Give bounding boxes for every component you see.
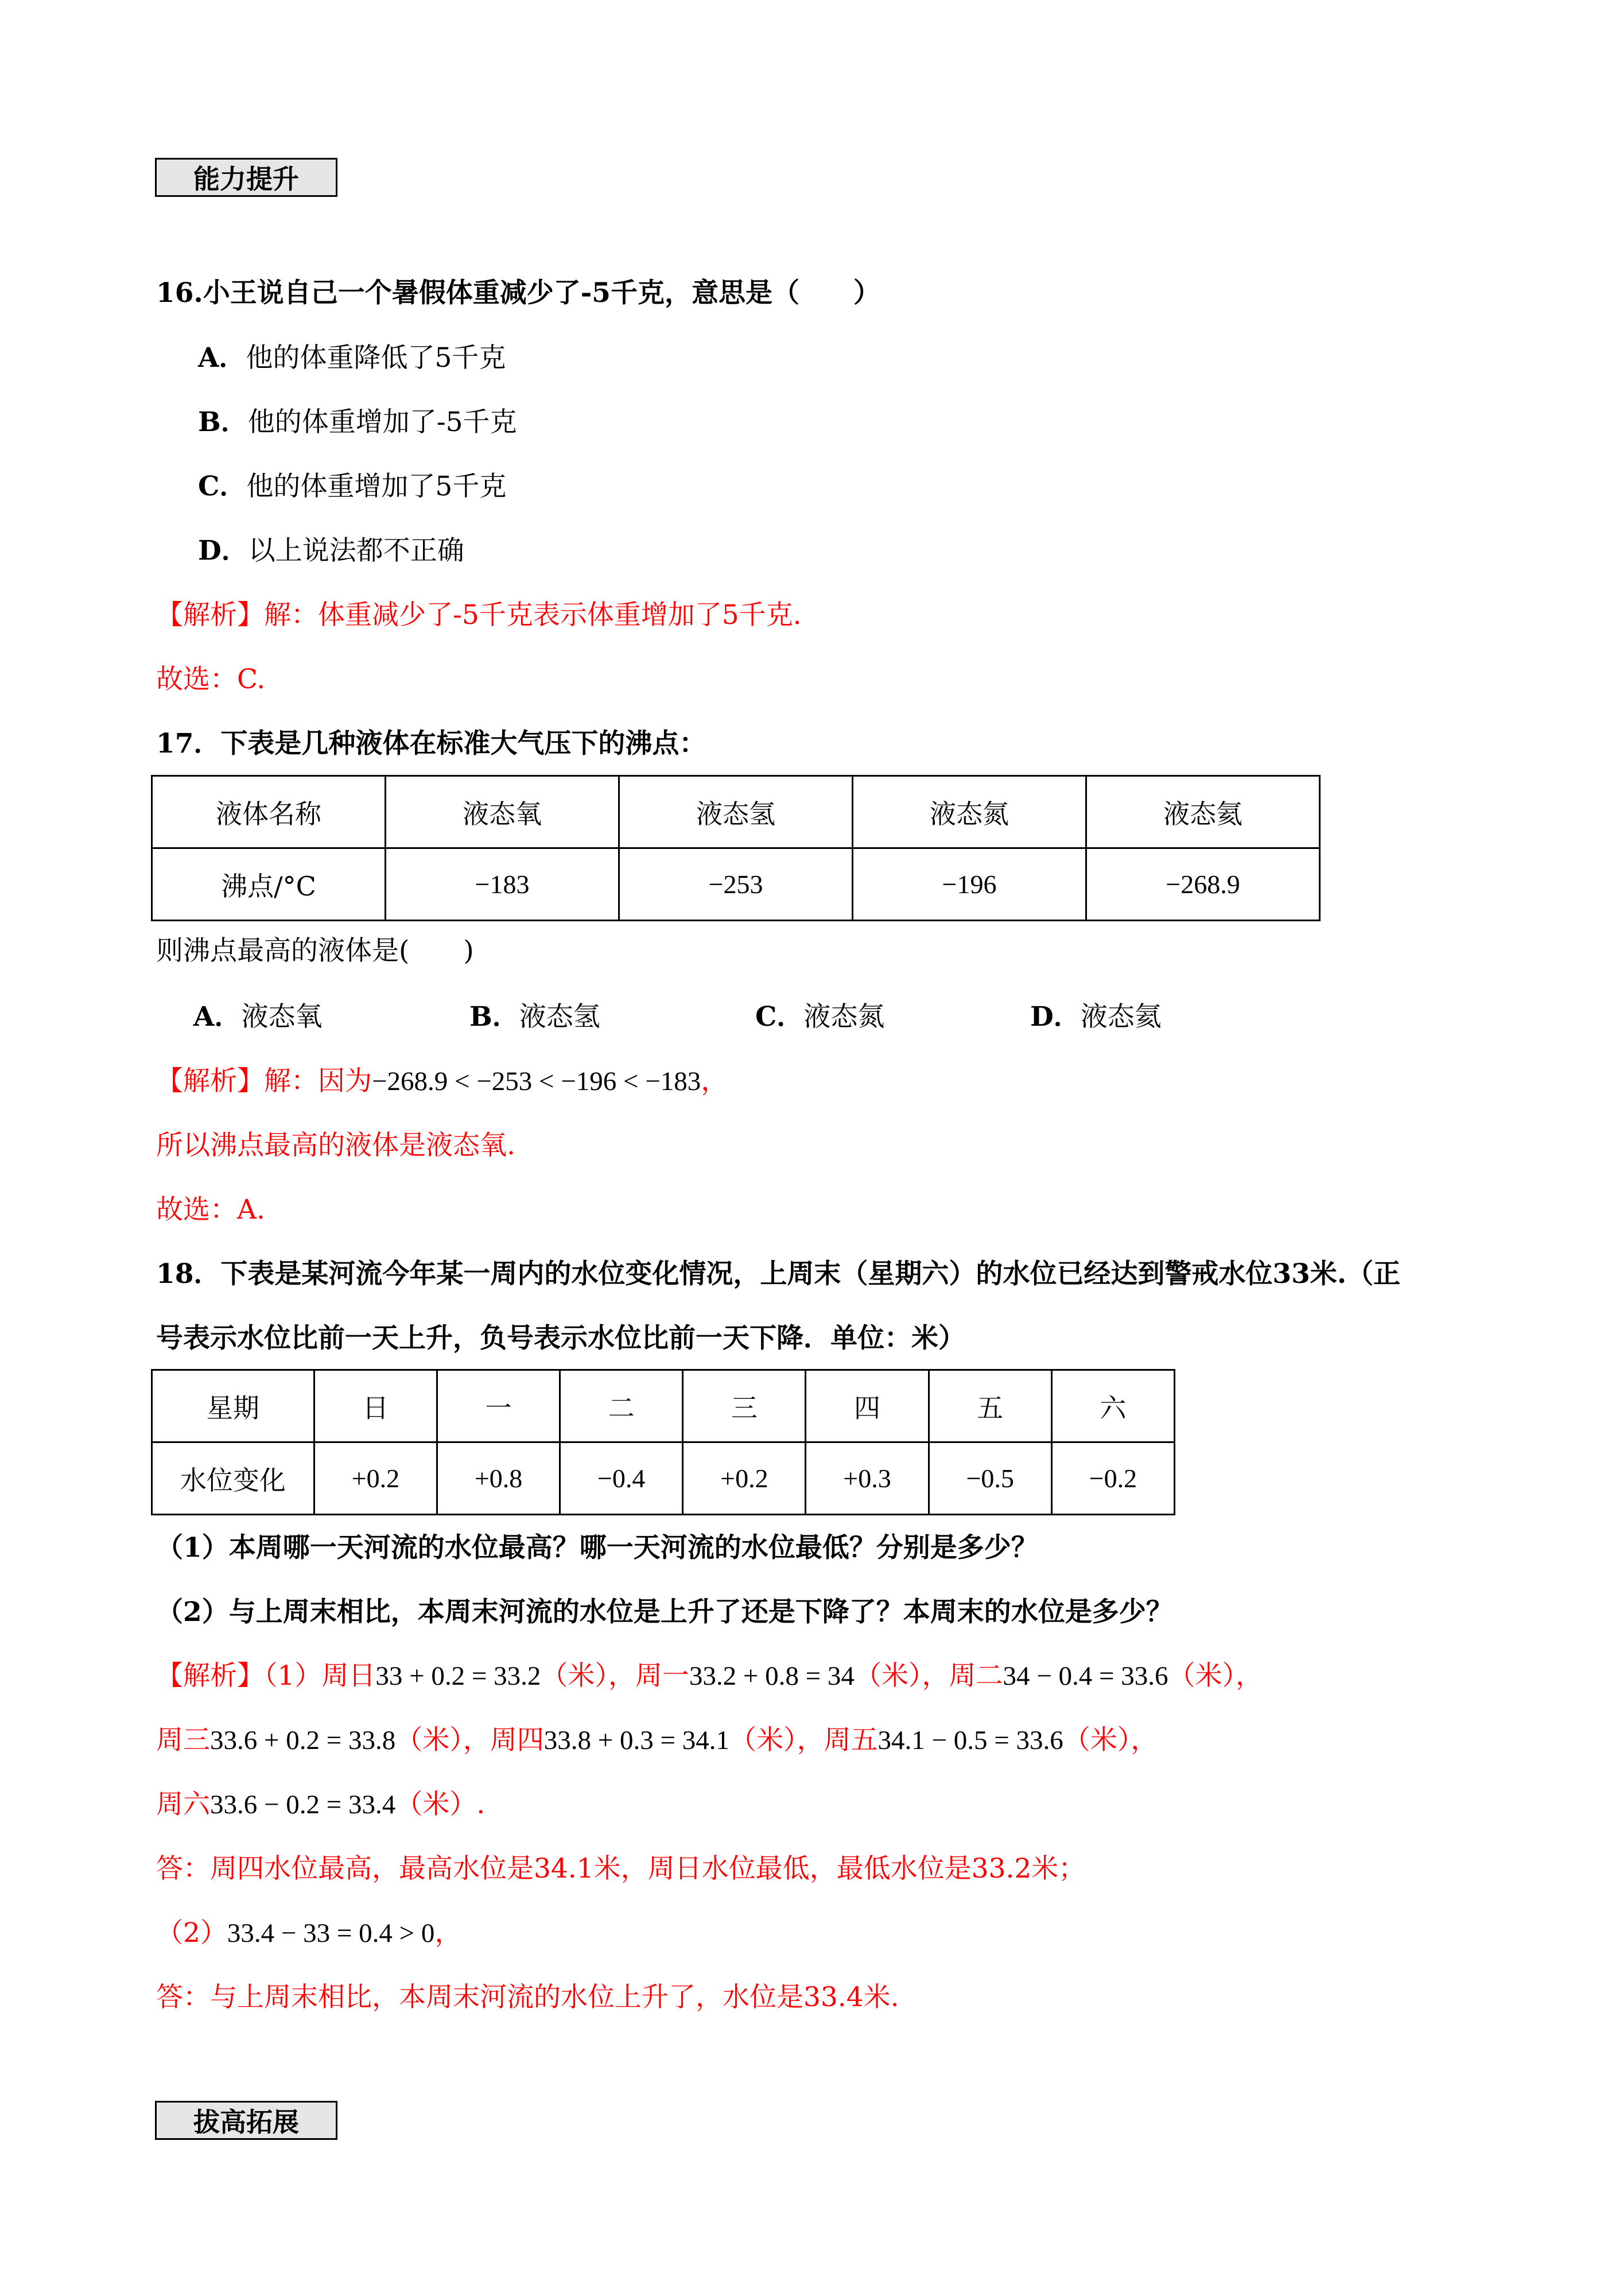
q18-water-table: [151, 1369, 1175, 1515]
q16-option-d: D．以上说法都不正确: [198, 535, 464, 567]
q18-answer-2: 答：与上周末相比，本周末河流的水位上升了，水位是33.4米.: [156, 1981, 899, 2013]
q17-cell-h0: 液体名称: [152, 776, 386, 848]
q18-stem-line1: 18．下表是某河流今年某一周内的水位变化情况，上周末（星期六）的水位已经达到警戒水位33米.（正: [156, 1258, 1401, 1290]
q17-analysis: 【解析】解：因为−268.9 < −253 < −196 < −183，: [156, 1065, 728, 1097]
q17-option-a: A．液态氧: [193, 1001, 323, 1033]
q18-table-value-row: [152, 1442, 1175, 1515]
q17-cell-h2: 液态氢: [619, 776, 853, 848]
q17-cell-r3: −196: [853, 848, 1086, 921]
q18-answer-1: 答：周四水位最高，最高水位是34.1米，周日水位最低，最低水位是33.2米；: [156, 1853, 1086, 1884]
q17-option-d: D．液态氦: [1030, 1001, 1162, 1033]
q17-table-header-row: [152, 776, 1320, 848]
q18-cell-h2: 一: [437, 1370, 560, 1442]
q16-option-a: A．他的体重降低了5千克: [198, 342, 506, 374]
q17-cell-h3: 液态氮: [853, 776, 1086, 848]
q16-answer: 故选：C.: [156, 664, 266, 695]
q17-answer: 故选：A.: [156, 1194, 265, 1225]
q18-cell-h3: 二: [560, 1370, 683, 1442]
q18-cell-r5: +0.3: [806, 1442, 929, 1515]
q18-cell-h7: 六: [1051, 1370, 1174, 1442]
q17-option-b: B．液态氢: [469, 1001, 600, 1033]
q17-cell-h1: 液态氧: [386, 776, 619, 848]
q16-option-b: B．他的体重增加了-5千克: [198, 406, 517, 438]
section-header-ability: 能力提升: [155, 158, 337, 197]
q17-boiling-table: [151, 775, 1321, 921]
q18-cell-h0: 星期: [152, 1370, 314, 1442]
q18-cell-h6: 五: [929, 1370, 1051, 1442]
q17-question: 则沸点最高的液体是( ): [156, 935, 474, 967]
q17-analysis-line2: 所以沸点最高的液体是液态氧.: [156, 1130, 515, 1161]
q17-cell-h4: 液态氦: [1086, 776, 1320, 848]
q18-cell-h4: 三: [683, 1370, 806, 1442]
q18-sub1: （1）本周哪一天河流的水位最高？哪一天河流的水位最低？分别是多少？: [156, 1532, 1038, 1564]
q18-cell-r4: +0.2: [683, 1442, 806, 1515]
q18-cell-r6: −0.5: [929, 1442, 1051, 1515]
q18-cell-r7: −0.2: [1051, 1442, 1174, 1515]
q18-stem-line2: 号表示水位比前一天上升，负号表示水位比前一天下降．单位：米）: [156, 1322, 965, 1354]
q18-cell-r0: 水位变化: [152, 1442, 314, 1515]
q17-cell-r4: −268.9: [1086, 848, 1320, 921]
q18-analysis-line1: 【解析】（1）周日33 + 0.2 = 33.2（米），周一33.2 + 0.8 = 34（米），周二34 − 0.4 = 33.6（米），: [156, 1660, 1263, 1692]
q16-analysis: 【解析】解：体重减少了-5千克表示体重增加了5千克.: [156, 599, 802, 631]
q18-cell-r2: +0.8: [437, 1442, 560, 1515]
q17-table-value-row: [152, 848, 1320, 921]
section-header-extend: 拔高拓展: [155, 2101, 337, 2140]
q18-cell-r1: +0.2: [314, 1442, 437, 1515]
q18-analysis-line2: 周三33.6 + 0.2 = 33.8（米），周四33.8 + 0.3 = 34.1（米），周五34.1 − 0.5 = 33.6（米），: [156, 1724, 1158, 1756]
q18-cell-h5: 四: [806, 1370, 929, 1442]
q17-stem: 17．下表是几种液体在标准大气压下的沸点：: [156, 728, 706, 759]
q17-cell-r1: −183: [386, 848, 619, 921]
q18-table-header-row: [152, 1370, 1175, 1442]
q17-cell-r0: 沸点/°C: [152, 848, 386, 921]
q16-option-c: C．他的体重增加了5千克: [198, 471, 507, 502]
q18-analysis-line3: 周六33.6 − 0.2 = 33.4（米）.: [156, 1789, 486, 1820]
q18-cell-h1: 日: [314, 1370, 437, 1442]
q18-cell-r3: −0.4: [560, 1442, 683, 1515]
q18-sub2: （2）与上周末相比，本周末河流的水位是上升了还是下降了？本周末的水位是多少？: [156, 1596, 1173, 1628]
q18-analysis-line5: （2）33.4 − 33 = 0.4 > 0，: [156, 1917, 462, 1949]
q17-option-c: C．液态氮: [755, 1001, 885, 1033]
q17-cell-r2: −253: [619, 848, 853, 921]
q16-stem: 16.小王说自己一个暑假体重减少了-5千克，意思是（ ）: [156, 277, 880, 309]
